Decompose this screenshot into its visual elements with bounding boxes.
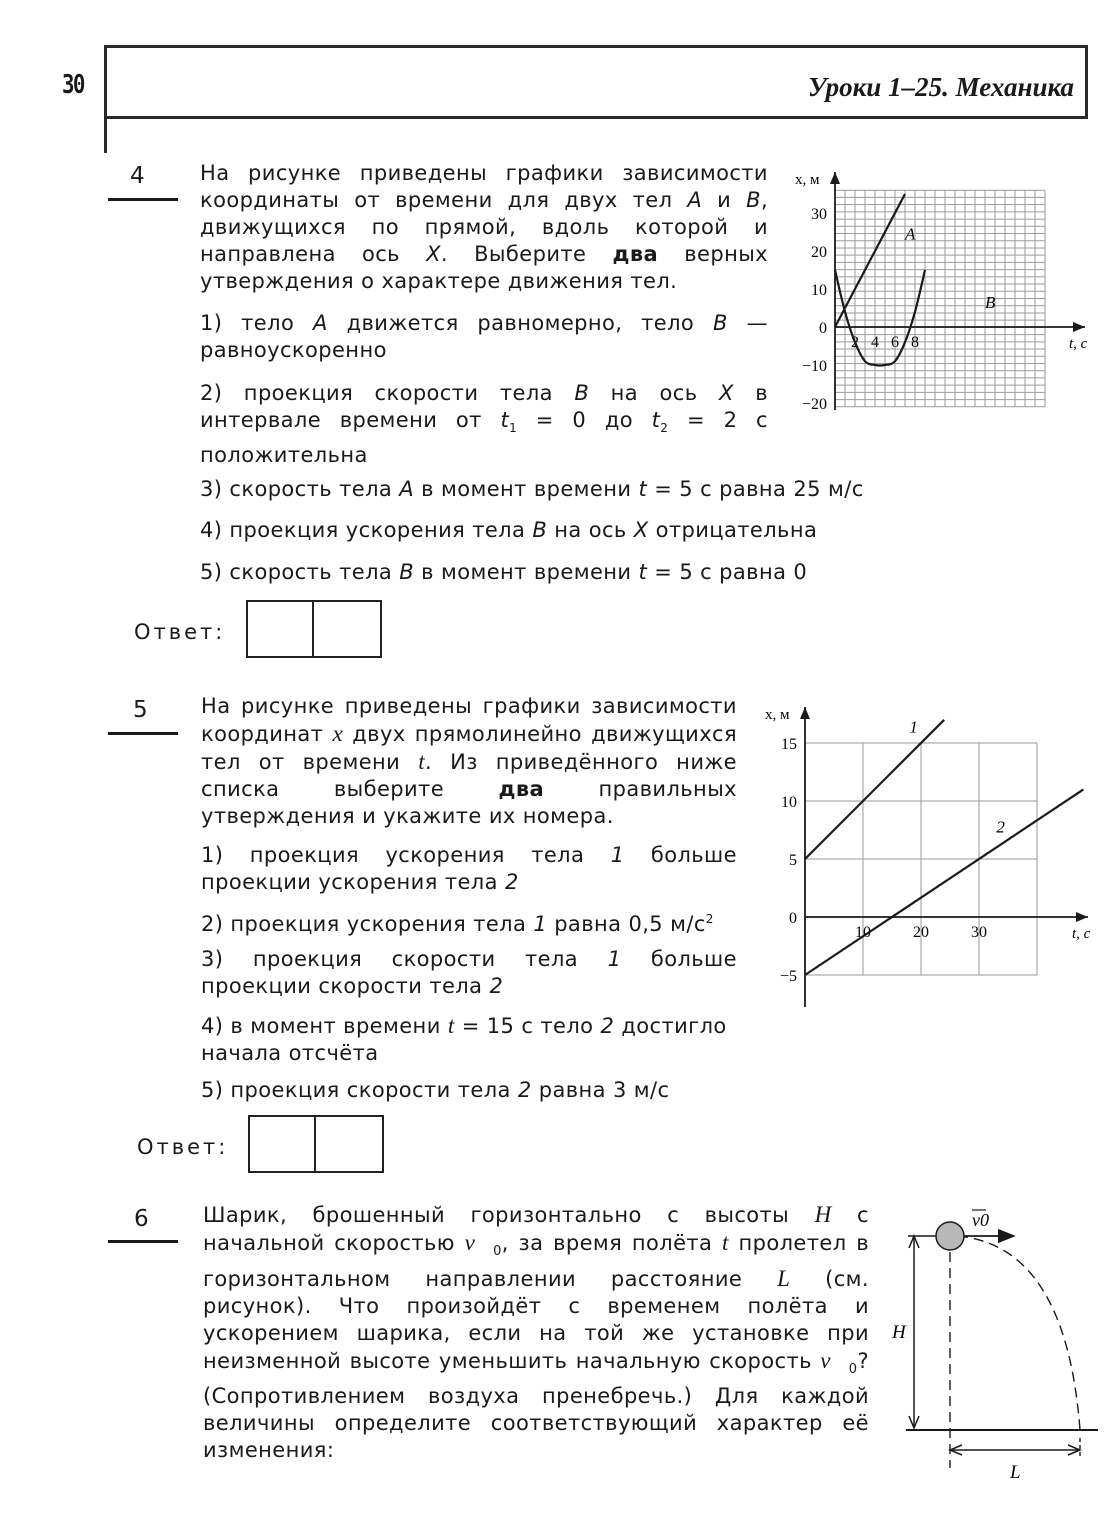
q6-projectile-figure bbox=[880, 1200, 1100, 1490]
question-marker-5 bbox=[108, 732, 178, 735]
q4-answer-label: Ответ: bbox=[134, 620, 226, 644]
q4-option-5: 5) скорость тела B в момент времени t = 5 с равна 0 bbox=[200, 560, 808, 584]
question-number-5: 5 bbox=[133, 697, 148, 723]
q5-option-3: 3) проекция скорости тела 1 больше проекции скорости тела 2 bbox=[201, 947, 737, 998]
x-tick-label: 20 bbox=[913, 924, 929, 941]
q5-option-1: 1) проекция ускорения тела 1 больше проекции ускорения тела 2 bbox=[201, 843, 737, 894]
x-axis-arrow bbox=[1073, 322, 1085, 332]
q5-option-4: 4) в момент времени t = 15 с тело 2 достигло начала отсчёта bbox=[201, 1013, 727, 1065]
velocity-label: v0 bbox=[972, 1210, 989, 1230]
y-tick-label: 20 bbox=[811, 244, 827, 261]
series-label-A: A bbox=[905, 224, 916, 244]
question-marker-6 bbox=[108, 1240, 178, 1243]
x-tick-label: 8 bbox=[911, 334, 919, 351]
x-axis-label: t, c bbox=[1069, 336, 1088, 352]
x-axis-label: t, c bbox=[1072, 926, 1091, 942]
q4-option-2: 2) проекция скорости тела B на ось X в интервале времени от $t_1 = 0$ до $t_2 = 2$ с положительна bbox=[200, 381, 768, 468]
height-label: H bbox=[892, 1322, 906, 1343]
y-tick-label: 0 bbox=[819, 320, 827, 337]
q5-answer-box-1[interactable] bbox=[248, 1115, 316, 1173]
q4-answer-box-1[interactable] bbox=[246, 600, 314, 658]
y-axis-label: x, м bbox=[795, 172, 820, 188]
y-axis-arrow bbox=[800, 707, 810, 719]
y-tick-label: −5 bbox=[779, 968, 797, 985]
header-divider bbox=[104, 117, 107, 153]
y-tick-label: 10 bbox=[781, 794, 797, 811]
q4-chart bbox=[780, 160, 1100, 420]
q5-answer-box-2[interactable] bbox=[316, 1115, 384, 1173]
y-tick-label: −10 bbox=[801, 358, 827, 375]
question-marker-4 bbox=[108, 198, 178, 201]
q5-chart bbox=[758, 695, 1103, 1010]
q5-option-5: 5) проекция скорости тела 2 равна 3 м/с bbox=[201, 1078, 670, 1102]
series-label-1: 1 bbox=[909, 717, 918, 737]
y-tick-label: 15 bbox=[781, 736, 797, 753]
series-label-2: 2 bbox=[996, 817, 1005, 837]
x-axis-arrow bbox=[1076, 912, 1088, 922]
x-tick-label: 6 bbox=[891, 334, 899, 351]
y-tick-label: 5 bbox=[789, 852, 797, 869]
ball bbox=[936, 1222, 964, 1250]
y-axis-label: x, м bbox=[765, 707, 790, 723]
q5-answer-label: Ответ: bbox=[137, 1135, 229, 1159]
question-4-stem: На рисунке приведены графики зависимости координаты от времени для двух тел A и B, движущихся по прямой, вдоль которой и направлена ось X. Выберите два верных утверждения о характере движения тел. bbox=[200, 161, 769, 293]
y-tick-label: 30 bbox=[811, 206, 827, 223]
page-title: Уроки 1–25. Механика bbox=[807, 72, 1074, 102]
question-6-stem: Шарик, брошенный горизонтально с высоты H с начальной скоростью $v⃗_0$, за время полёта t пролетел в горизонтальном направлении расстояние L (см. рисунок). Что произойдёт с временем полёта и ускорением шарика, если на той же установке при неизменной высоте уменьшить начальную скорость $v⃗_0$? (Сопротивлением воздуха пренебречь.) Для каждой величины определите соответствующий характер её изменения: bbox=[203, 1202, 869, 1463]
trajectory bbox=[958, 1236, 1080, 1430]
x-tick-label: 10 bbox=[855, 924, 871, 941]
x-tick-label: 30 bbox=[971, 924, 987, 941]
y-tick-label: −20 bbox=[801, 396, 827, 413]
question-number-4: 4 bbox=[130, 163, 145, 189]
q4-answer-boxes bbox=[246, 600, 382, 658]
x-tick-label: 4 bbox=[871, 334, 879, 351]
page-number: 30 bbox=[62, 70, 84, 100]
y-tick-label: 0 bbox=[789, 910, 797, 927]
q4-option-4: 4) проекция ускорения тела B на ось X отрицательна bbox=[200, 518, 818, 542]
question-number-6: 6 bbox=[134, 1206, 149, 1232]
question-5-stem: На рисунке приведены графики зависимости координат x двух прямолинейно движущихся тел от времени t. Из приведённого ниже списка выберите два правильных утверждения и укажите их номера. bbox=[201, 694, 737, 828]
series-label-B: B bbox=[985, 293, 996, 312]
x-tick-label: 2 bbox=[851, 334, 859, 351]
q5-option-2: 2) проекция ускорения тела 1 равна 0,5 $м/с^2$ bbox=[201, 912, 714, 936]
q4-option-1: 1) тело A движется равномерно, тело B — равноускоренно bbox=[200, 311, 769, 362]
y-axis-arrow bbox=[830, 172, 840, 184]
q4-option-3: 3) скорость тела A в момент времени t = 5 с равна 25 м/с bbox=[200, 477, 864, 501]
q4-answer-box-2[interactable] bbox=[314, 600, 382, 658]
y-tick-label: 10 bbox=[811, 282, 827, 299]
q5-answer-boxes bbox=[248, 1115, 384, 1173]
series-line-1 bbox=[805, 717, 944, 859]
distance-label: L bbox=[1010, 1462, 1021, 1483]
